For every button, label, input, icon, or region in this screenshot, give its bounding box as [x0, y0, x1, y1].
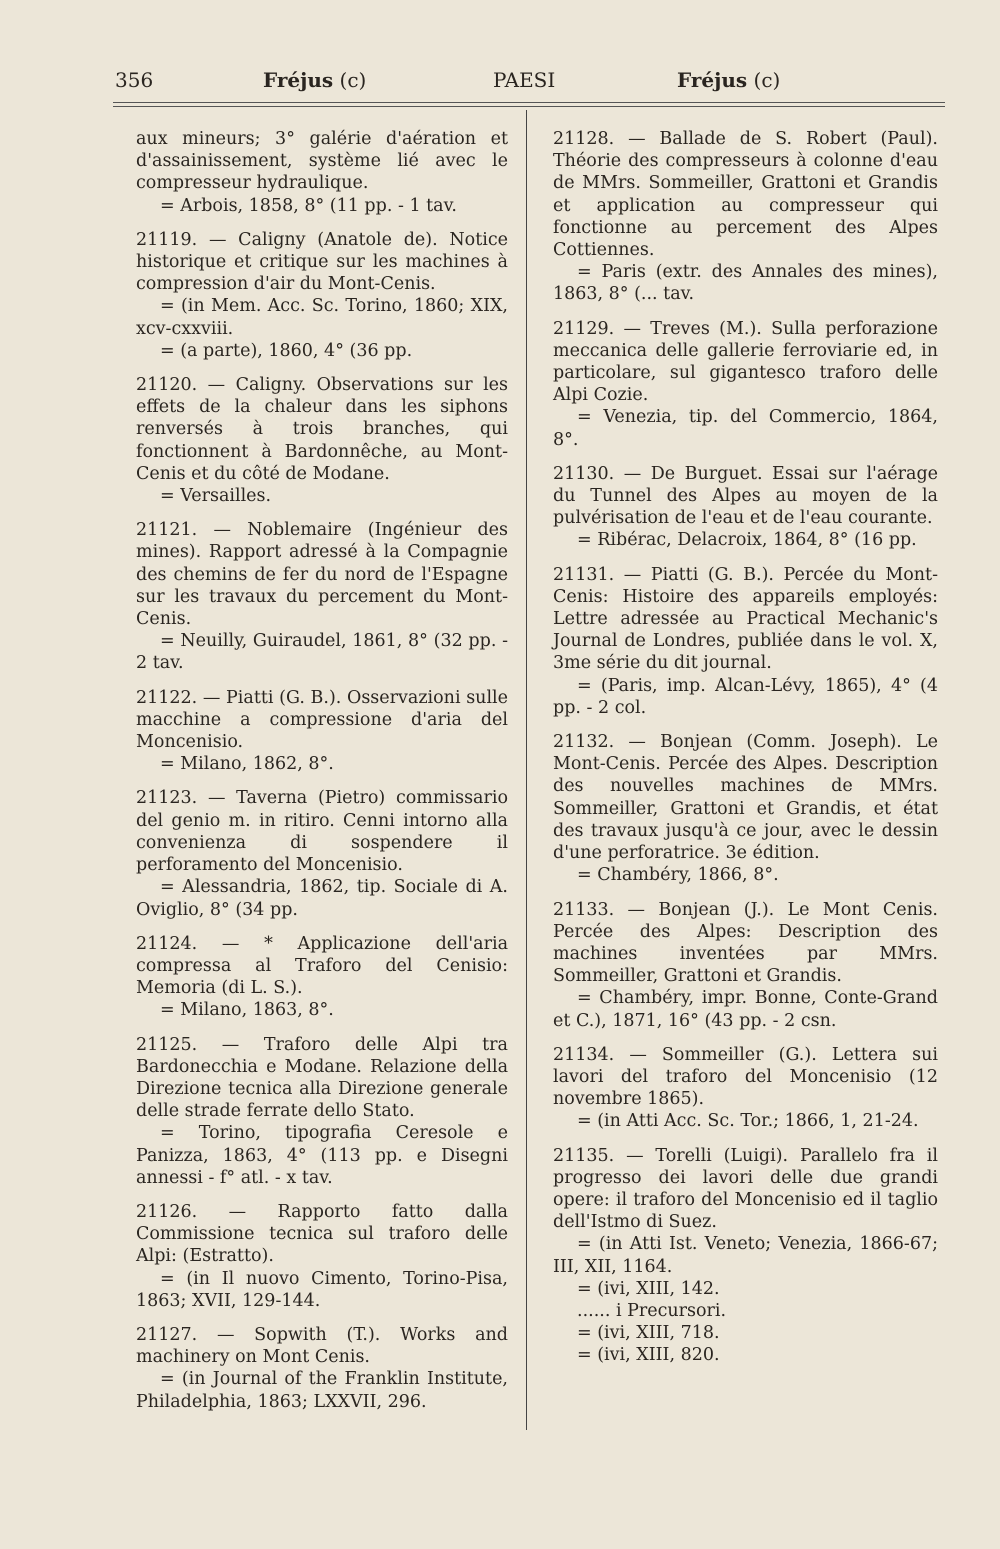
bibliography-entry [136, 787, 508, 920]
bibliography-entry [136, 519, 508, 674]
publication-line: = Chambéry, 1866, 8°. [577, 865, 779, 886]
entry-text: 21126. — Rapporto fatto dalla Commissione tecnica sul traforo delle Alpi: (Estratto). [136, 1201, 508, 1267]
publication-line: = Milano, 1862, 8°. [160, 754, 334, 775]
entry-text: 21130. — De Burguet. Essai sur l'aérage du Tunnel des Alpes au moyen de la pulvérisation de l'eau et de l'eau courante. [553, 463, 938, 529]
bibliography-entry [136, 1201, 508, 1312]
center-heading: PAESI [493, 68, 556, 92]
entry-text: 21132. — Bonjean (Comm. Joseph). Le Mont-Cenis. Percée des Alpes. Description des nouvelles machines de MMrs. Sommeiller, Grattoni et Grandis, et état des travaux jusqu'à ce jour, avec le dessin d'une perforatrice. 3e édition. [553, 732, 938, 864]
entry-text: 21135. — Torelli (Luigi). Parallelo fra il progresso dei lavori delle due grandi opere: il traforo del Moncenisio ed il taglio dell'Istmo di Suez. [553, 1145, 938, 1233]
entry-text: 21133. — Bonjean (J.). Le Mont Cenis. Percée des Alpes: Description des machines inventées par MMrs. Sommeiller, Grattoni et Grandis. [553, 899, 938, 987]
entry-text: 21129. — Treves (M.). Sulla perforazione meccanica delle gallerie ferroviarie ed, in particolare, sul gigantesco traforo delle Alpi Cozie. [553, 318, 938, 406]
bibliography-entry [136, 687, 508, 776]
bibliography-entry [136, 1034, 508, 1189]
publication-line: = Neuilly, Guiraudel, 1861, 8° (32 pp. - 2 tav. [136, 631, 508, 674]
publication-line: = Venezia, tip. del Commercio, 1864, 8°. [553, 407, 938, 450]
left-heading: Fréjus (c) [263, 68, 367, 92]
bibliography-entry [553, 1145, 938, 1367]
bibliography-entry [553, 731, 938, 886]
bibliography-entry [136, 1324, 508, 1413]
entry-text: 21123. — Taverna (Pietro) commissario del genio m. in ritiro. Cenni intorno alla convenienza di sospendere il perforamento del Moncenisio. [136, 788, 508, 876]
header-rule [113, 102, 945, 103]
publication-line: = Versailles. [160, 486, 272, 507]
publication-line: = (ivi, XIII, 718. [577, 1323, 720, 1344]
column-divider [526, 110, 527, 1430]
entry-text: 21121. — Noblemaire (Ingénieur des mines). Rapport adressé à la Compagnie des chemins de fer du nord de l'Espagne sur les travaux du percement du Mont-Cenis. [136, 520, 508, 630]
running-header [115, 68, 945, 104]
publication-line: = Arbois, 1858, 8° (11 pp. - 1 tav. [160, 195, 457, 216]
bibliography-entry [136, 374, 508, 507]
bibliography-entry [136, 128, 508, 217]
right-heading: Fréjus (c) [677, 68, 781, 92]
bibliography-entry [553, 463, 938, 552]
right-column [553, 128, 938, 1379]
entry-text: 21128. — Ballade de S. Robert (Paul). Théorie des compresseurs à colonne d'eau de MMrs. Sommeiller, Grattoni et Grandis et application au compresseur qui fonctionne au percement des Alpes Cottiennes. [553, 129, 938, 261]
publication-line: = Torino, tipografia Ceresole e Panizza, 1863, 4° (113 pp. e Disegni annessi - f° atl. - x tav. [136, 1123, 508, 1188]
left-column [136, 128, 508, 1425]
publication-line: = Chambéry, impr. Bonne, Conte-Grand et C.), 1871, 16° (43 pp. - 2 csn. [553, 988, 938, 1031]
entry-text: 21120. — Caligny. Observations sur les effets de la chaleur dans les siphons renversés à trois branches, qui fonctionnent à Bardonnêche, au Mont-Cenis et du côté de Modane. [136, 375, 508, 484]
publication-line: = (Paris, imp. Alcan-Lévy, 1865), 4° (4 pp. - 2 col. [553, 675, 938, 718]
bibliography-entry [553, 318, 938, 451]
entry-text: 21119. — Caligny (Anatole de). Notice historique et critique sur les machines à compression d'air du Mont-Cenis. [136, 229, 508, 295]
bibliography-entry [553, 1044, 938, 1133]
publication-line: ...... i Precursori. [577, 1300, 727, 1321]
entry-text: aux mineurs; 3° galérie d'aération et d'assainissement, système lié avec le compresseur hydraulique. [136, 129, 508, 194]
publication-line: = Paris (extr. des Annales des mines), 1863, 8° (... tav. [553, 262, 938, 305]
bibliography-entry [553, 128, 938, 306]
entry-text: 21134. — Sommeiller (G.). Lettera sui lavori del traforo del Moncenisio (12 novembre 1865). [553, 1044, 938, 1110]
bibliography-entry [136, 229, 508, 362]
publication-line: = (ivi, XIII, 820. [577, 1345, 720, 1366]
bibliography-entry [136, 933, 508, 1022]
page-number: 356 [115, 68, 154, 92]
entry-text: 21122. — Piatti (G. B.). Osservazioni sulle macchine a compressione d'aria del Moncenisio. [136, 687, 508, 753]
publication-line: = (in Il nuovo Cimento, Torino-Pisa, 1863; XVII, 129-144. [136, 1268, 508, 1311]
publication-line: = Ribérac, Delacroix, 1864, 8° (16 pp. [577, 530, 917, 551]
publication-line: = (a parte), 1860, 4° (36 pp. [160, 340, 413, 361]
publication-line: = (in Journal of the Franklin Institute, Philadelphia, 1863; LXXVII, 296. [136, 1369, 508, 1412]
entry-text: 21124. — * Applicazione dell'aria compressa al Traforo del Cenisio: Memoria (di L. S.). [136, 933, 508, 999]
entry-text: 21127. — Sopwith (T.). Works and machinery on Mont Cenis. [136, 1324, 508, 1368]
entry-text: 21131. — Piatti (G. B.). Percée du Mont-Cenis: Histoire des appareils employés: Lettre adressée au Practical Mechanic's Journal de Londres, publiée dans le vol. X, 3me série du dit journal. [553, 564, 938, 674]
publication-line: = (in Mem. Acc. Sc. Torino, 1860; XIX, xcv-cxxviii. [136, 296, 508, 339]
publication-line: = (in Atti Acc. Sc. Tor.; 1866, 1, 21-24. [577, 1111, 919, 1132]
bibliography-entry [553, 564, 938, 719]
publication-line: = (in Atti Ist. Veneto; Venezia, 1866-67; III, XII, 1164. [553, 1234, 938, 1277]
publication-line: = Alessandria, 1862, tip. Sociale di A. Oviglio, 8° (34 pp. [136, 877, 508, 920]
header-rule-double [113, 106, 945, 107]
bibliography-entry [553, 899, 938, 1032]
publication-line: = Milano, 1863, 8°. [160, 1000, 334, 1021]
publication-line: = (ivi, XIII, 142. [577, 1278, 720, 1299]
entry-text: 21125. — Traforo delle Alpi tra Bardonecchia e Modane. Relazione della Direzione tecnica alla Direzione generale delle strade ferrate dello Stato. [136, 1034, 508, 1122]
